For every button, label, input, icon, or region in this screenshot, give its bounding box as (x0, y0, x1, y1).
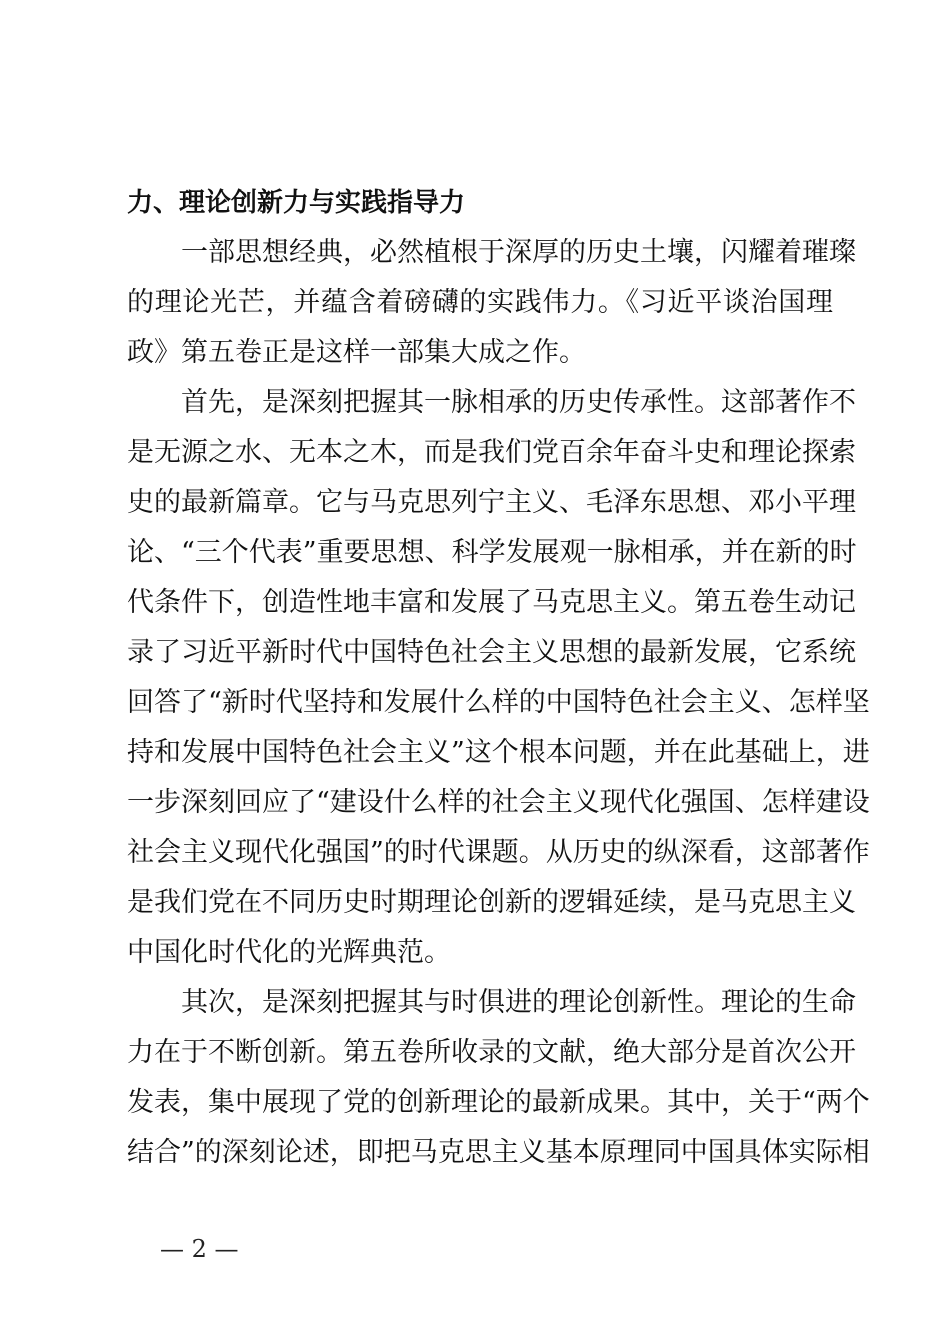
page-number: — 2 — (160, 1235, 239, 1263)
paragraph-2 (127, 378, 870, 978)
text-line: 首先，是深刻把握其一脉相承的历史传承性。这部著作不 (181, 387, 856, 418)
text-line: 录了习近平新时代中国特色社会主义思想的最新发展，它系统 (127, 637, 856, 668)
paragraph-1 (127, 228, 856, 378)
text-line: 力在于不断创新。第五卷所收录的文献，绝大部分是首次公开 (127, 1037, 856, 1068)
text-line: 中国化时代化的光辉典范。 (127, 937, 451, 968)
text-line: 结合”的深刻论述，即把马克思主义基本原理同中国具体实际相 (127, 1137, 870, 1168)
paragraph-3 (127, 978, 870, 1178)
section-heading: 力、理论创新力与实践指导力 (127, 188, 466, 218)
text-line: 的理论光芒，并蕴含着磅礴的实践伟力。《习近平谈治国理 (127, 287, 833, 318)
text-line: 社会主义现代化强国”的时代课题。从历史的纵深看，这部著作 (127, 837, 870, 868)
text-line: 一部思想经典，必然植根于深厚的历史土壤，闪耀着璀璨 (181, 237, 856, 268)
text-line: 一步深刻回应了“建设什么样的社会主义现代化强国、怎样建设 (127, 787, 870, 818)
text-line: 代条件下，创造性地丰富和发展了马克思主义。第五卷生动记 (127, 587, 856, 618)
text-line: 回答了“新时代坚持和发展什么样的中国特色社会主义、怎样坚 (127, 687, 870, 718)
text-line: 持和发展中国特色社会主义”这个根本问题，并在此基础上，进 (127, 737, 870, 768)
text-line: 是我们党在不同历史时期理论创新的逻辑延续，是马克思主义 (127, 887, 856, 918)
text-line: 其次，是深刻把握其与时俱进的理论创新性。理论的生命 (181, 987, 856, 1018)
body-text (127, 178, 870, 1178)
text-line: 是无源之水、无本之木，而是我们党百余年奋斗史和理论探索 (127, 437, 856, 468)
text-line: 发表，集中展现了党的创新理论的最新成果。其中，关于“两个 (127, 1087, 870, 1118)
text-line: 政》第五卷正是这样一部集大成之作。 (127, 337, 586, 368)
text-line: 论、“三个代表”重要思想、科学发展观一脉相承，并在新的时 (127, 537, 857, 568)
text-line: 史的最新篇章。它与马克思列宁主义、毛泽东思想、邓小平理 (127, 487, 856, 518)
